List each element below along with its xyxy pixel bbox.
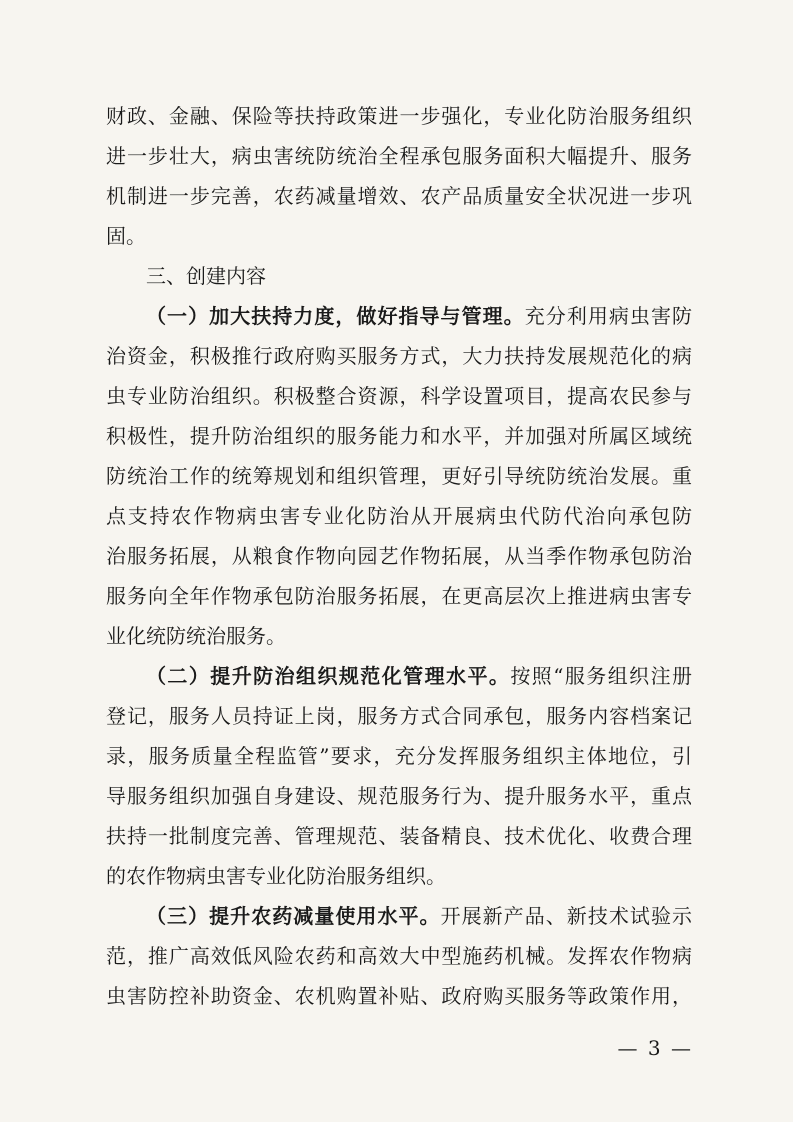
text-line: 导服务组织加强自身建设、规范服务行为、提升服务水平，重点	[106, 784, 692, 808]
paragraph-first-line	[106, 656, 692, 696]
section-heading: 三、创建内容	[146, 264, 266, 288]
text-line: 服务向全年作物承包防治服务拓展，在更高层次上推进病虫害专	[106, 584, 692, 608]
subsection-heading-3: （三）提升农药减量使用水平。	[146, 904, 441, 928]
text-line: 范，推广高效低风险农药和高效大中型施药机械。发挥农作物病	[106, 944, 692, 968]
text-line: 业化统防统治服务。	[106, 624, 286, 648]
text-line: 扶持一批制度完善、管理规范、装备精良、技术优化、收费合理	[106, 824, 692, 848]
text-line: 登记，服务人员持证上岗，服务方式合同承包，服务内容档案记	[106, 704, 692, 728]
text-line: 治资金，积极推行政府购买服务方式，大力扶持发展规范化的病	[106, 344, 692, 368]
text-run: 按照“服务组织注册	[510, 664, 692, 688]
text-line: 财政、金融、保险等扶持政策进一步强化，专业化防治服务组织	[106, 104, 692, 128]
text-run: 开展新产品、新技术试验示	[440, 904, 693, 928]
subsection-heading-2: （二）提升防治组织规范化管理水平。	[146, 664, 511, 688]
text-line: 虫害防控补助资金、农机购置补贴、政府购买服务等政策作用，	[106, 984, 692, 1008]
text-line: 点支持农作物病虫害专业化防治从开展病虫代防代治向承包防	[106, 504, 692, 528]
text-line: 防统治工作的统筹规划和组织管理，更好引导统防统治发展。重	[106, 464, 692, 488]
page-number: — 3 —	[617, 1036, 693, 1060]
text-line: 录，服务质量全程监管”要求，充分发挥服务组织主体地位，引	[106, 744, 692, 768]
subsection-heading-1: （一）加大扶持力度，做好指导与管理。	[146, 304, 525, 328]
text-run: 充分利用病虫害防	[524, 304, 693, 328]
text-line: 进一步壮大，病虫害统防统治全程承包服务面积大幅提升、服务	[106, 144, 692, 168]
text-line: 治服务拓展，从粮食作物向园艺作物拓展，从当季作物承包防治	[106, 544, 692, 568]
paragraph-first-line	[106, 896, 692, 936]
text-line: 积极性，提升防治组织的服务能力和水平，并加强对所属区域统	[106, 424, 692, 448]
text-line: 虫专业防治组织。积极整合资源，科学设置项目，提高农民参与	[106, 384, 692, 408]
body-text	[106, 96, 692, 1016]
paragraph-first-line	[106, 296, 692, 336]
text-line: 的农作物病虫害专业化防治服务组织。	[106, 864, 446, 888]
text-line: 固。	[106, 224, 146, 248]
text-line: 机制进一步完善，农药减量增效、农产品质量安全状况进一步巩	[106, 184, 692, 208]
